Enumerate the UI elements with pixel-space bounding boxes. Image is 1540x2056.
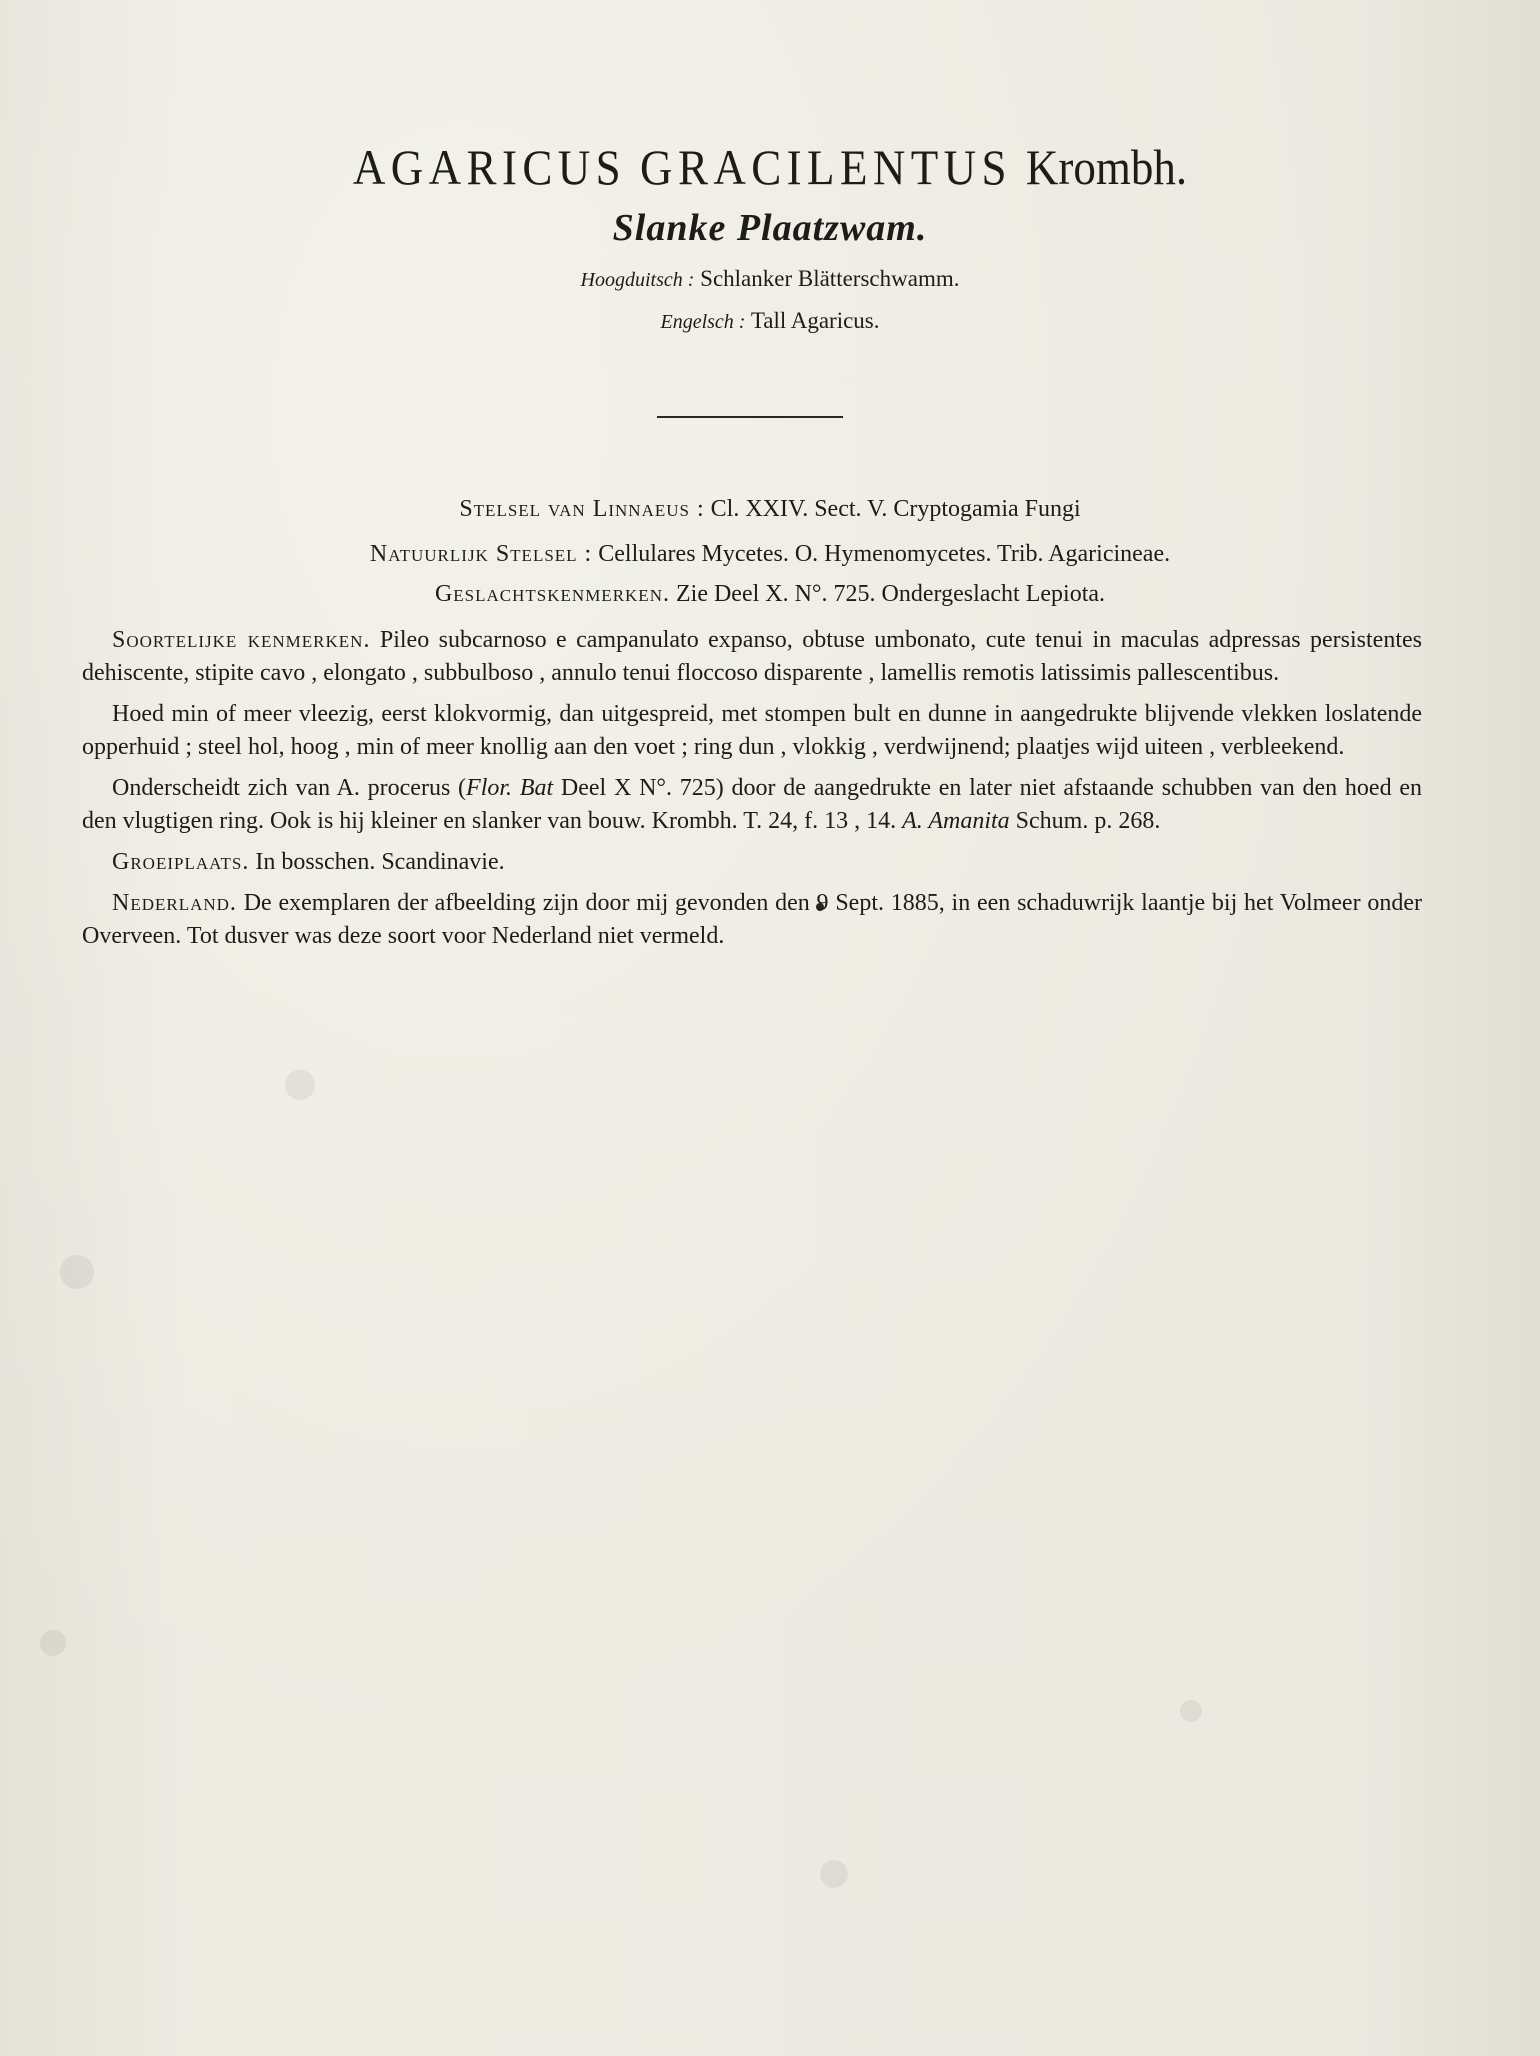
genus-characters-label: Geslachtskenmerken. xyxy=(434,581,670,607)
paper-stain xyxy=(1180,1700,1202,1722)
distinction-text-2: Deel X N°. 725) door de aangedrukte en later niet afstaande schubben van den hoed en den vlugtigen ring. Ook is hij kleiner en slanker van bouw. Krombh. T. 24, f. 13 , 14. xyxy=(82,775,1423,834)
netherlands-text: De exemplaren der afbeelding zijn door mij gevonden den 9 Sept. 1885, in een schaduwrijk laantje bij het Volmeer onder Overveen. Tot dusver was deze soort voor Nederland niet vermeld. xyxy=(82,890,1422,949)
title-author: Krombh. xyxy=(1025,139,1188,195)
distinction-flora-ref: Flor. Bat xyxy=(466,775,554,801)
german-name-line xyxy=(0,266,1540,292)
body-text xyxy=(82,624,1422,961)
linnaeus-text: Cl. XXIV. Sect. V. Cryptogamia Fungi xyxy=(710,496,1081,522)
distinction-synonym: A. Amanita xyxy=(902,808,1010,834)
natural-system-line xyxy=(0,541,1540,568)
cap-description-text: Hoed min of meer vleezig, eerst klokvormig, dan uitgespreid, met stompen bult en dunne in aangedrukte blijvende vlekken loslatende opperhuid ; steel hol, hoog , min of meer knollig aan den voet ; ring dun , vlokkig , verdwijnend; plaatjes wijd uiteen , verbleekend. xyxy=(82,701,1422,760)
linnaeus-label: Stelsel van Linnaeus : xyxy=(459,496,705,522)
title-species: GRACILENTUS xyxy=(640,139,1012,195)
german-name: Schlanker Blätterschwamm. xyxy=(700,266,960,291)
species-characters-label: Soortelijke kenmerken. xyxy=(112,627,371,653)
netherlands-label: Nederland. xyxy=(112,890,237,916)
page-title xyxy=(77,138,1463,196)
paper-stain xyxy=(60,1255,94,1289)
linnaeus-system-line xyxy=(0,496,1540,523)
species-characters-paragraph xyxy=(82,624,1422,690)
natural-system-text: Cellulares Mycetes. O. Hymenomycetes. Trib. Agaricineae. xyxy=(598,541,1171,567)
habitat-text: In bosschen. Scandinavie. xyxy=(255,849,505,875)
divider-rule xyxy=(657,416,843,418)
habitat-label: Groeiplaats. xyxy=(112,849,250,875)
netherlands-paragraph xyxy=(82,887,1422,953)
habitat-paragraph xyxy=(82,846,1422,879)
paper-stain xyxy=(820,1860,848,1888)
title-genus: AGARICUS xyxy=(352,139,627,195)
natural-system-label: Natuurlijk Stelsel : xyxy=(369,541,593,567)
species-characters-text: Pileo subcarnoso e campanulato expanso, obtuse umbonato, cute tenui in maculas adpressas persistentes dehiscente, stipite cavo , elongato , subbulboso , annulo tenui floccoso disparente , lamellis remotis latissimis pallescentibus. xyxy=(82,627,1422,686)
english-name: Tall Agaricus. xyxy=(750,308,880,333)
genus-characters-text: Zie Deel X. N°. 725. Ondergeslacht Lepiota. xyxy=(675,581,1106,607)
paper-stain xyxy=(285,1070,315,1100)
english-label: Engelsch : xyxy=(660,311,746,333)
genus-characters-line xyxy=(0,581,1540,608)
distinction-paragraph xyxy=(82,772,1422,838)
german-label: Hoogduitsch : xyxy=(580,269,695,291)
dutch-name: Slanke Plaatzwam. xyxy=(612,207,928,249)
english-name-line xyxy=(0,308,1540,334)
cap-description-paragraph xyxy=(82,698,1422,764)
distinction-text-1: Onderscheidt zich van A. procerus ( xyxy=(112,775,467,801)
distinction-text-3: Schum. p. 268. xyxy=(1009,808,1161,834)
paper-stain xyxy=(40,1630,66,1656)
